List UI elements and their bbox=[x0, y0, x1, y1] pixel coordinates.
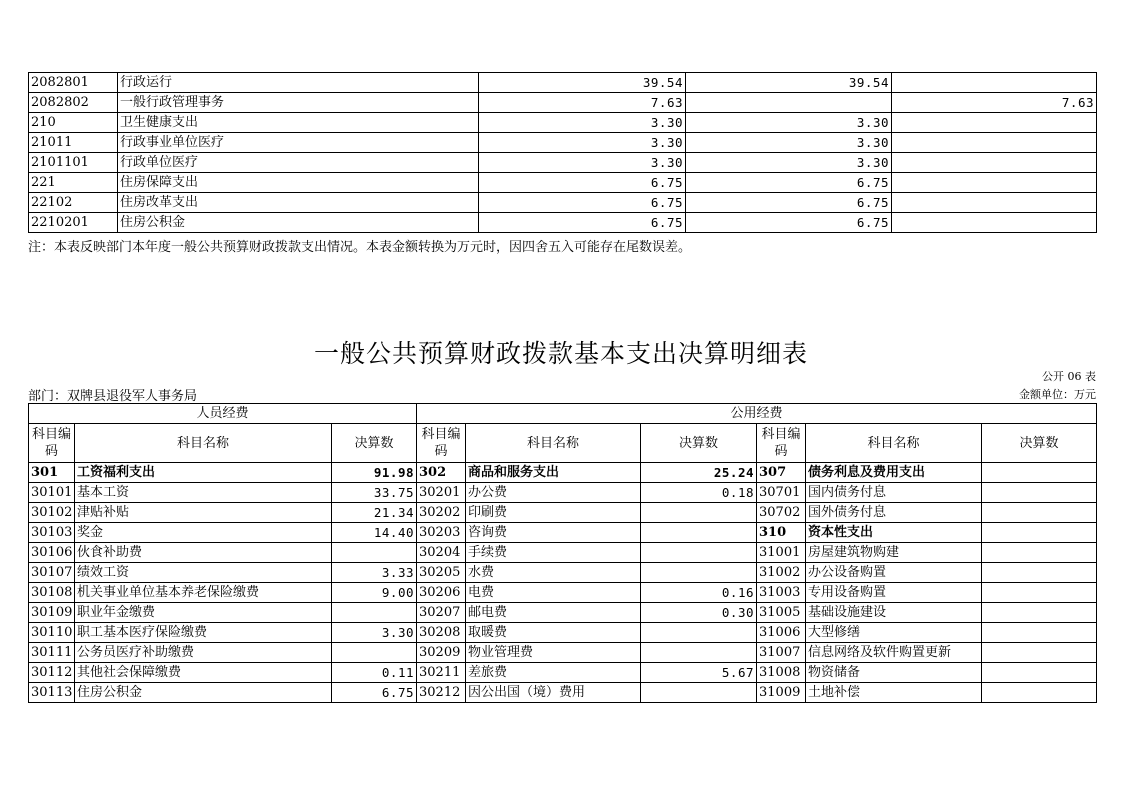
public-name-cell: 水费 bbox=[466, 563, 641, 583]
project-amount-cell bbox=[892, 113, 1097, 133]
personnel-amount-cell bbox=[332, 643, 417, 663]
personnel-code-cell: 30101 bbox=[29, 483, 75, 503]
capital-amount-cell bbox=[982, 663, 1097, 683]
subject-code-cell: 21011 bbox=[29, 133, 118, 153]
public-name-cell: 电费 bbox=[466, 583, 641, 603]
public-amount-cell: 5.67 bbox=[641, 663, 757, 683]
col-header-name: 科目名称 bbox=[806, 424, 982, 463]
capital-amount-cell bbox=[982, 603, 1097, 623]
capital-name-cell: 物资储备 bbox=[806, 663, 982, 683]
public-code-cell: 30204 bbox=[417, 543, 466, 563]
capital-code-cell: 30702 bbox=[757, 503, 806, 523]
public-code-cell: 30203 bbox=[417, 523, 466, 543]
personnel-amount-cell: 33.75 bbox=[332, 483, 417, 503]
personnel-amount-cell: 91.98 bbox=[332, 463, 417, 483]
table-row bbox=[29, 133, 1097, 153]
basic-expenditure-detail-table bbox=[28, 403, 1097, 703]
basic-amount-cell: 6.75 bbox=[686, 173, 892, 193]
table-row bbox=[29, 463, 1097, 483]
personnel-code-cell: 30110 bbox=[29, 623, 75, 643]
capital-amount-cell bbox=[982, 583, 1097, 603]
project-amount-cell bbox=[892, 133, 1097, 153]
basic-amount-cell: 6.75 bbox=[686, 193, 892, 213]
personnel-code-cell: 30109 bbox=[29, 603, 75, 623]
public-code-cell: 30211 bbox=[417, 663, 466, 683]
total-amount-cell: 3.30 bbox=[479, 113, 686, 133]
col-header-code: 科目编码 bbox=[417, 424, 466, 463]
subject-name-cell: 行政运行 bbox=[118, 73, 479, 93]
public-name-cell: 商品和服务支出 bbox=[466, 463, 641, 483]
total-amount-cell: 3.30 bbox=[479, 153, 686, 173]
total-amount-cell: 7.63 bbox=[479, 93, 686, 113]
col-header-code: 科目编码 bbox=[757, 424, 806, 463]
personnel-name-cell: 公务员医疗补助缴费 bbox=[75, 643, 332, 663]
public-amount-cell bbox=[641, 503, 757, 523]
subject-code-cell: 221 bbox=[29, 173, 118, 193]
basic-amount-cell: 3.30 bbox=[686, 153, 892, 173]
capital-amount-cell bbox=[982, 683, 1097, 703]
public-name-cell: 因公出国（境）费用 bbox=[466, 683, 641, 703]
table-row bbox=[29, 153, 1097, 173]
subject-code-cell: 22102 bbox=[29, 193, 118, 213]
personnel-name-cell: 基本工资 bbox=[75, 483, 332, 503]
capital-code-cell: 31002 bbox=[757, 563, 806, 583]
table-row bbox=[29, 583, 1097, 603]
personnel-name-cell: 奖金 bbox=[75, 523, 332, 543]
table-row bbox=[29, 213, 1097, 233]
table-row bbox=[29, 663, 1097, 683]
basic-amount-cell: 39.54 bbox=[686, 73, 892, 93]
personnel-code-cell: 30112 bbox=[29, 663, 75, 683]
personnel-name-cell: 住房公积金 bbox=[75, 683, 332, 703]
personnel-code-cell: 30113 bbox=[29, 683, 75, 703]
capital-amount-cell bbox=[982, 643, 1097, 663]
subject-name-cell: 行政单位医疗 bbox=[118, 153, 479, 173]
capital-code-cell: 310 bbox=[757, 523, 806, 543]
public-name-cell: 办公费 bbox=[466, 483, 641, 503]
project-amount-cell bbox=[892, 193, 1097, 213]
table-row bbox=[29, 193, 1097, 213]
capital-code-cell: 31006 bbox=[757, 623, 806, 643]
subject-code-cell: 2101101 bbox=[29, 153, 118, 173]
total-amount-cell: 39.54 bbox=[479, 73, 686, 93]
prev-expenditure-table bbox=[28, 72, 1097, 233]
public-amount-cell bbox=[641, 543, 757, 563]
project-amount-cell bbox=[892, 213, 1097, 233]
basic-amount-cell: 3.30 bbox=[686, 113, 892, 133]
personnel-amount-cell: 9.00 bbox=[332, 583, 417, 603]
table-row bbox=[29, 523, 1097, 543]
capital-amount-cell bbox=[982, 623, 1097, 643]
personnel-code-cell: 30108 bbox=[29, 583, 75, 603]
amount-unit-label: 金额单位：万元 bbox=[1019, 388, 1096, 401]
personnel-amount-cell: 14.40 bbox=[332, 523, 417, 543]
public-amount-cell bbox=[641, 643, 757, 663]
col-header-amount: 决算数 bbox=[332, 424, 417, 463]
total-amount-cell: 6.75 bbox=[479, 173, 686, 193]
capital-code-cell: 31009 bbox=[757, 683, 806, 703]
capital-name-cell: 债务利息及费用支出 bbox=[806, 463, 982, 483]
public-name-cell: 取暖费 bbox=[466, 623, 641, 643]
capital-name-cell: 国外债务付息 bbox=[806, 503, 982, 523]
personnel-name-cell: 职业年金缴费 bbox=[75, 603, 332, 623]
project-amount-cell: 7.63 bbox=[892, 93, 1097, 113]
personnel-name-cell: 伙食补助费 bbox=[75, 543, 332, 563]
personnel-amount-cell: 3.33 bbox=[332, 563, 417, 583]
total-amount-cell: 3.30 bbox=[479, 133, 686, 153]
public-name-cell: 咨询费 bbox=[466, 523, 641, 543]
capital-code-cell: 307 bbox=[757, 463, 806, 483]
table-row bbox=[29, 93, 1097, 113]
subject-code-cell: 210 bbox=[29, 113, 118, 133]
subject-name-cell: 住房保障支出 bbox=[118, 173, 479, 193]
group-header-public: 公用经费 bbox=[417, 404, 1097, 424]
capital-name-cell: 专用设备购置 bbox=[806, 583, 982, 603]
capital-code-cell: 31005 bbox=[757, 603, 806, 623]
personnel-amount-cell: 21.34 bbox=[332, 503, 417, 523]
col-header-amount: 决算数 bbox=[641, 424, 757, 463]
personnel-amount-cell bbox=[332, 543, 417, 563]
table-row bbox=[29, 683, 1097, 703]
capital-name-cell: 土地补偿 bbox=[806, 683, 982, 703]
personnel-code-cell: 301 bbox=[29, 463, 75, 483]
table-row bbox=[29, 543, 1097, 563]
public-name-cell: 物业管理费 bbox=[466, 643, 641, 663]
basic-amount-cell bbox=[686, 93, 892, 113]
capital-amount-cell bbox=[982, 503, 1097, 523]
personnel-code-cell: 30103 bbox=[29, 523, 75, 543]
public-code-cell: 302 bbox=[417, 463, 466, 483]
col-header-code: 科目编码 bbox=[29, 424, 75, 463]
personnel-name-cell: 津贴补贴 bbox=[75, 503, 332, 523]
personnel-name-cell: 工资福利支出 bbox=[75, 463, 332, 483]
public-amount-cell bbox=[641, 623, 757, 643]
col-header-name: 科目名称 bbox=[466, 424, 641, 463]
col-header-name: 科目名称 bbox=[75, 424, 332, 463]
public-amount-cell bbox=[641, 563, 757, 583]
public-amount-cell: 0.30 bbox=[641, 603, 757, 623]
public-code-cell: 30201 bbox=[417, 483, 466, 503]
public-code-cell: 30207 bbox=[417, 603, 466, 623]
table-note: 注：本表反映部门本年度一般公共预算财政拨款支出情况。本表金额转换为万元时，因四舍五入可能存在尾数误差。 bbox=[28, 240, 692, 255]
capital-amount-cell bbox=[982, 483, 1097, 503]
capital-code-cell: 31003 bbox=[757, 583, 806, 603]
table-row bbox=[29, 483, 1097, 503]
form-number: 公开 06 表 bbox=[1042, 370, 1096, 383]
public-amount-cell: 0.16 bbox=[641, 583, 757, 603]
subject-name-cell: 住房改革支出 bbox=[118, 193, 479, 213]
capital-name-cell: 国内债务付息 bbox=[806, 483, 982, 503]
personnel-amount-cell: 3.30 bbox=[332, 623, 417, 643]
subject-code-cell: 2210201 bbox=[29, 213, 118, 233]
group-header-row bbox=[29, 404, 1097, 424]
project-amount-cell bbox=[892, 73, 1097, 93]
table-row bbox=[29, 643, 1097, 663]
public-amount-cell bbox=[641, 523, 757, 543]
public-name-cell: 差旅费 bbox=[466, 663, 641, 683]
basic-amount-cell: 3.30 bbox=[686, 133, 892, 153]
public-name-cell: 印刷费 bbox=[466, 503, 641, 523]
personnel-code-cell: 30102 bbox=[29, 503, 75, 523]
capital-amount-cell bbox=[982, 543, 1097, 563]
personnel-name-cell: 其他社会保障缴费 bbox=[75, 663, 332, 683]
capital-name-cell: 办公设备购置 bbox=[806, 563, 982, 583]
capital-name-cell: 信息网络及软件购置更新 bbox=[806, 643, 982, 663]
table-row bbox=[29, 563, 1097, 583]
basic-amount-cell: 6.75 bbox=[686, 213, 892, 233]
public-code-cell: 30209 bbox=[417, 643, 466, 663]
project-amount-cell bbox=[892, 173, 1097, 193]
group-header-personnel: 人员经费 bbox=[29, 404, 417, 424]
public-code-cell: 30206 bbox=[417, 583, 466, 603]
capital-code-cell: 31001 bbox=[757, 543, 806, 563]
personnel-amount-cell: 6.75 bbox=[332, 683, 417, 703]
personnel-amount-cell bbox=[332, 603, 417, 623]
public-code-cell: 30212 bbox=[417, 683, 466, 703]
capital-name-cell: 资本性支出 bbox=[806, 523, 982, 543]
public-code-cell: 30208 bbox=[417, 623, 466, 643]
total-amount-cell: 6.75 bbox=[479, 193, 686, 213]
capital-code-cell: 31007 bbox=[757, 643, 806, 663]
capital-code-cell: 31008 bbox=[757, 663, 806, 683]
public-code-cell: 30202 bbox=[417, 503, 466, 523]
table-row bbox=[29, 73, 1097, 93]
total-amount-cell: 6.75 bbox=[479, 213, 686, 233]
personnel-name-cell: 机关事业单位基本养老保险缴费 bbox=[75, 583, 332, 603]
column-header-row bbox=[29, 424, 1097, 463]
personnel-name-cell: 绩效工资 bbox=[75, 563, 332, 583]
subject-name-cell: 住房公积金 bbox=[118, 213, 479, 233]
capital-code-cell: 30701 bbox=[757, 483, 806, 503]
capital-amount-cell bbox=[982, 563, 1097, 583]
personnel-code-cell: 30111 bbox=[29, 643, 75, 663]
capital-amount-cell bbox=[982, 523, 1097, 543]
personnel-code-cell: 30107 bbox=[29, 563, 75, 583]
public-name-cell: 邮电费 bbox=[466, 603, 641, 623]
subject-name-cell: 行政事业单位医疗 bbox=[118, 133, 479, 153]
subject-name-cell: 一般行政管理事务 bbox=[118, 93, 479, 113]
public-amount-cell: 25.24 bbox=[641, 463, 757, 483]
capital-name-cell: 基础设施建设 bbox=[806, 603, 982, 623]
table-row bbox=[29, 503, 1097, 523]
table-row bbox=[29, 603, 1097, 623]
personnel-name-cell: 职工基本医疗保险缴费 bbox=[75, 623, 332, 643]
public-amount-cell bbox=[641, 683, 757, 703]
capital-name-cell: 房屋建筑物购建 bbox=[806, 543, 982, 563]
capital-amount-cell bbox=[982, 463, 1097, 483]
table-row bbox=[29, 113, 1097, 133]
page-title: 一般公共预算财政拨款基本支出决算明细表 bbox=[313, 339, 808, 368]
project-amount-cell bbox=[892, 153, 1097, 173]
personnel-amount-cell: 0.11 bbox=[332, 663, 417, 683]
public-name-cell: 手续费 bbox=[466, 543, 641, 563]
personnel-code-cell: 30106 bbox=[29, 543, 75, 563]
subject-code-cell: 2082802 bbox=[29, 93, 118, 113]
col-header-amount: 决算数 bbox=[982, 424, 1097, 463]
table-row bbox=[29, 623, 1097, 643]
capital-name-cell: 大型修缮 bbox=[806, 623, 982, 643]
subject-code-cell: 2082801 bbox=[29, 73, 118, 93]
subject-name-cell: 卫生健康支出 bbox=[118, 113, 479, 133]
table-row bbox=[29, 173, 1097, 193]
public-amount-cell: 0.18 bbox=[641, 483, 757, 503]
department-label: 部门：双牌县退役军人事务局 bbox=[28, 389, 198, 404]
public-code-cell: 30205 bbox=[417, 563, 466, 583]
